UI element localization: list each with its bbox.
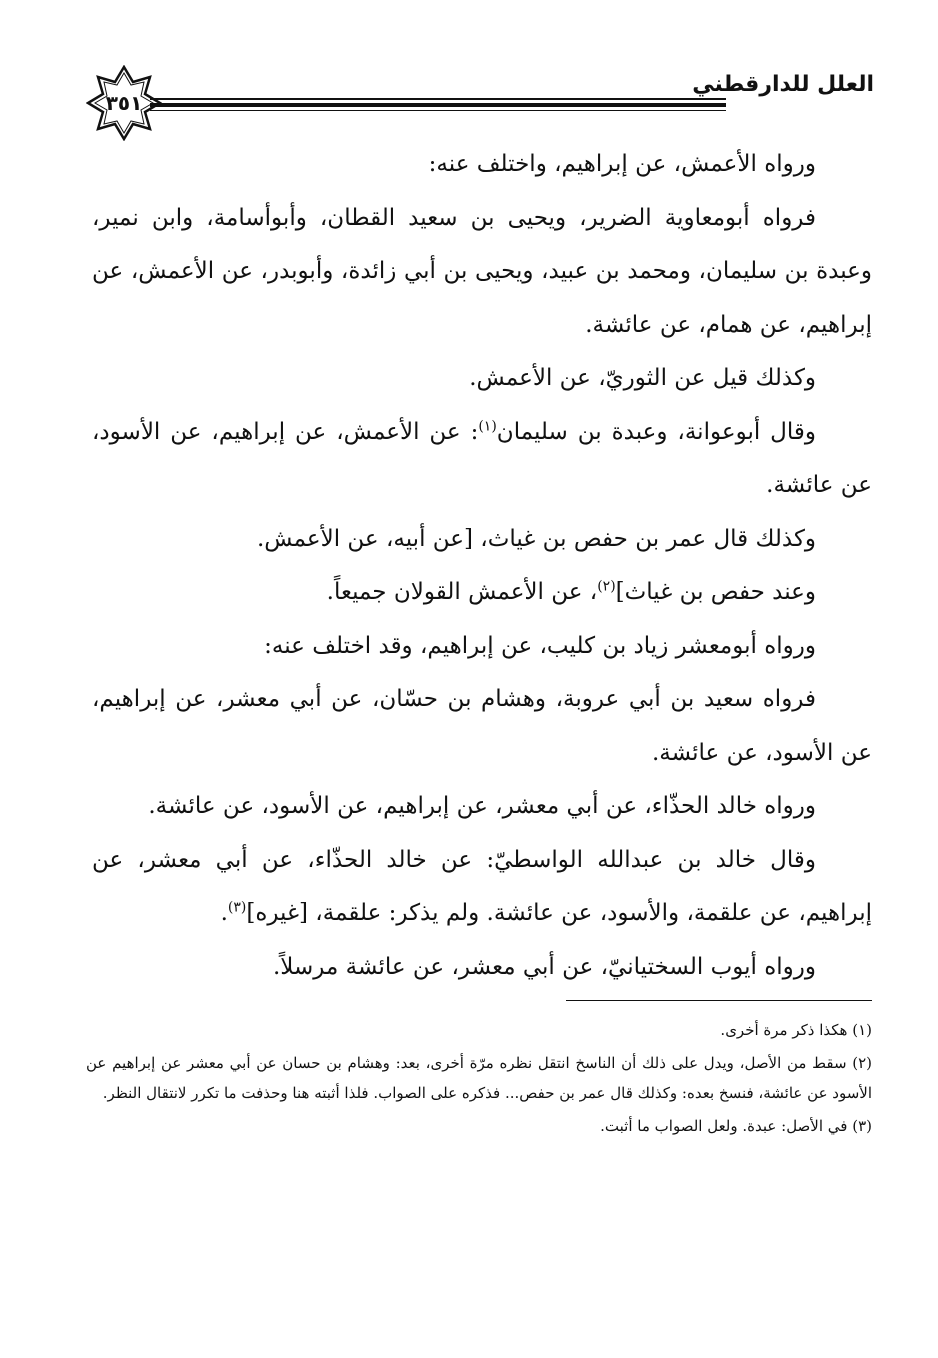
paragraph: فرواه سعيد بن أبي عروبة، وهشام بن حسّان، عن أبي معشر، عن إبراهيم، عن الأسود، عن عائشة. [92,686,872,766]
header-rule [150,98,726,100]
paragraph [92,566,872,620]
paragraph [92,834,872,941]
footnote: (٣) في الأصل: عبدة. ولعل الصواب ما أثبت. [600,1117,872,1135]
paragraph-text: . [220,900,228,926]
footnote-ref: (٢) [597,578,616,595]
header-rule [150,103,726,107]
footnote-separator [566,1000,872,1001]
paragraph: ورواه أبومعشر زياد بن كليب، عن إبراهيم، وقد اختلف عنه: [264,632,816,659]
paragraph: ورواه خالد الحذّاء، عن أبي معشر، عن إبراهيم، عن الأسود، عن عائشة. [148,793,816,819]
page-number-badge [86,65,162,141]
paragraph: ورواه الأعمش، عن إبراهيم، واختلف عنه: [428,151,816,177]
paragraph-text: وعند حفص بن غياث] [615,579,816,605]
header-rule [150,110,726,111]
page-number: ٣٥١ [105,91,143,115]
footnote: (١) هكذا ذكر مرة أخرى. [720,1021,872,1039]
footnote-ref: (١) [478,417,497,434]
paragraph-text: ، عن الأعمش القولان جميعاً. [326,579,598,605]
footnote-ref: (٣) [227,899,247,916]
footnotes [86,1015,872,1144]
footnote: (٢) سقط من الأصل، ويدل على ذلك أن الناسخ انتقل نظره مرّة أخرى، بعد: وهشام بن حسان عن أبي معشر عن إبراهيم عن الأسود عن عائشة، فنسخ بعده: وكذلك قال عمر بن حفص... فذكره على الصواب. فلذا أثبته هنا وحذفت ما تكرر لانتقال النظر. [86,1054,872,1102]
paragraph: فرواه أبومعاوية الضرير، ويحيى بن سعيد القطان، وأبوأسامة، وابن نمير، وعبدة بن سليمان، ومحمد بن عبيد، ويحيى بن أبي زائدة، وأبوبدر، عن الأعمش، عن إبراهيم، عن همام، عن عائشة. [92,204,872,338]
book-title: العلل للدارقطني [692,72,874,97]
paragraph: وكذلك قال عمر بن حفص بن غياث، [عن أبيه، عن الأعمش. [256,525,816,552]
paragraph: ورواه أيوب السختيانيّ، عن أبي معشر، عن عائشة مرسلاً. [273,953,816,980]
paragraph [92,406,872,513]
paragraph-text: وقال أبوعوانة، وعبدة بن سليمان [496,418,816,445]
paragraph-text: : عن الأعمش، عن إبراهيم، عن الأسود، عن عائشة. [92,418,872,498]
paragraph-text: وقال خالد بن عبدالله الواسطيّ: عن خالد الحذّاء، عن أبي معشر، عن إبراهيم، عن علقمة، والأسود، عن عائشة. ولم يذكر: علقمة، [غيره] [92,846,872,926]
main-text [92,138,872,994]
paragraph: وكذلك قيل عن الثوريّ، عن الأعمش. [469,365,816,391]
